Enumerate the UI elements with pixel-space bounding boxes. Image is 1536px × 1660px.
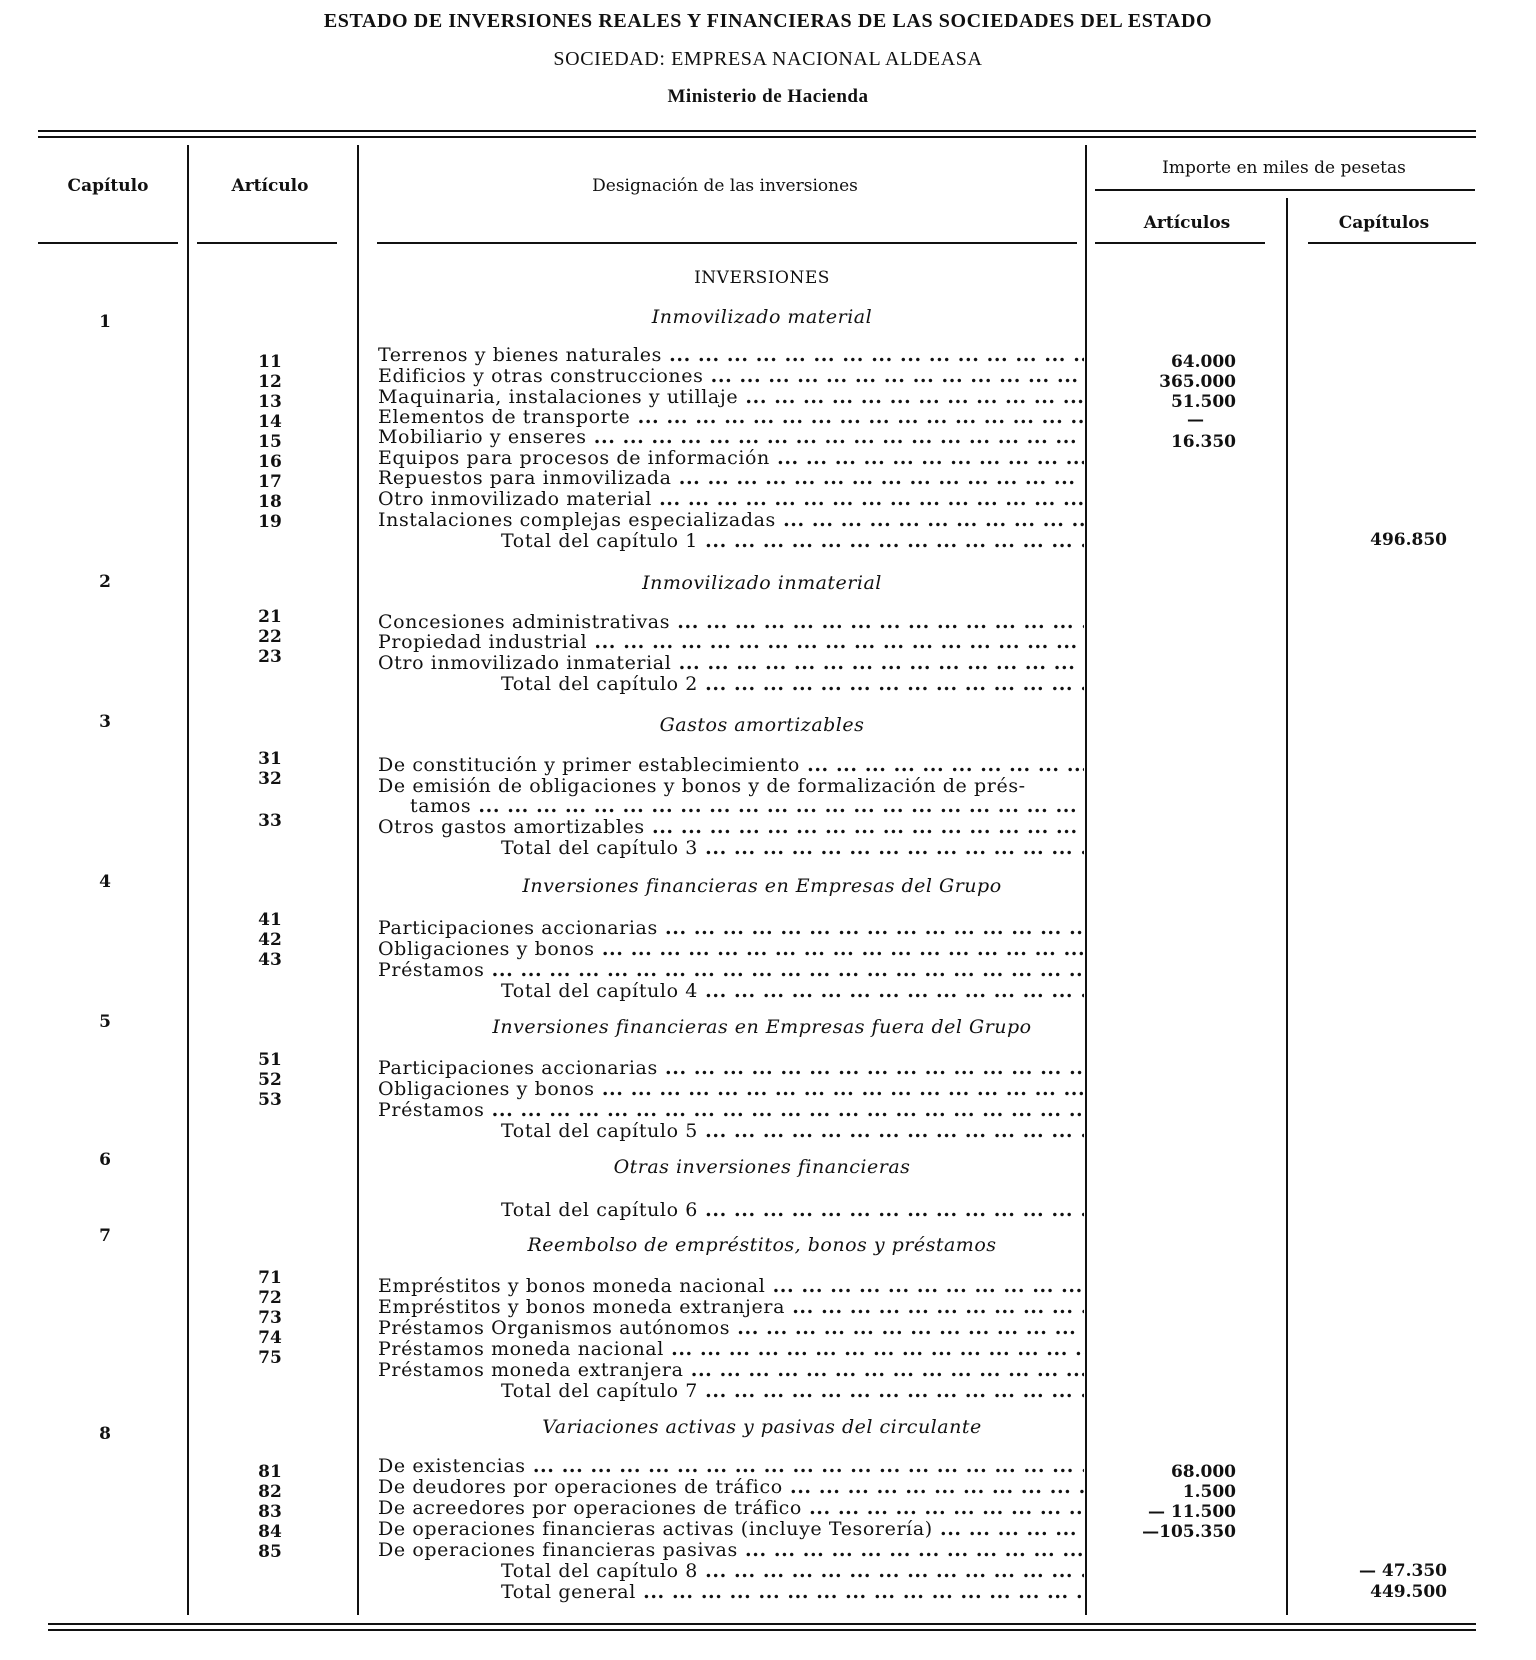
article-number: 21: [258, 607, 282, 627]
chapter-title: Variaciones activas y pasivas del circulante: [542, 1416, 982, 1438]
article-amount: 16.350: [1170, 432, 1236, 452]
chapter-number: 6: [99, 1150, 111, 1170]
article-label: Préstamos moneda nacional ... .: [378, 1339, 1084, 1360]
article-number: 85: [258, 1542, 282, 1562]
article-number: 15: [258, 432, 282, 452]
ministry-line: Ministerio de Hacienda: [667, 86, 869, 107]
article-label: Préstamos moneda extranjera ... .: [378, 1360, 1084, 1381]
chapter-total-amount: 496.850: [1370, 530, 1447, 550]
chapter-total-label: Total del capítulo 1 ... .: [501, 531, 1084, 552]
article-label: Repuestos para inmovilizada ... .: [378, 468, 1084, 489]
article-label: Préstamos ... .: [378, 960, 1084, 981]
chapter-number: 2: [99, 572, 111, 592]
article-label: Empréstitos y bonos moneda extranjera ... .: [378, 1297, 1084, 1318]
article-number: 74: [258, 1328, 282, 1348]
divider-art-cap-amt: [1286, 198, 1288, 1615]
bottom-rule-2: [48, 1629, 1476, 1631]
chapter-title: Inmovilizado material: [651, 306, 873, 328]
inversiones-heading: INVERSIONES: [694, 268, 830, 288]
importe-underline: [1095, 189, 1475, 191]
article-number: 52: [258, 1070, 282, 1090]
header-designacion: Designación de las inversiones: [592, 176, 858, 196]
article-number: 22: [258, 627, 282, 647]
article-number: 41: [258, 910, 282, 930]
article-number: 12: [258, 372, 282, 392]
article-number: 43: [258, 950, 282, 970]
article-amount: 365.000: [1159, 372, 1236, 392]
chapter-total-label: Total del capítulo 7 ... .: [501, 1381, 1084, 1402]
header-rule-capitulos: [1308, 242, 1476, 244]
top-rule: [38, 130, 1476, 132]
article-number: 72: [258, 1288, 282, 1308]
article-number: 42: [258, 930, 282, 950]
article-number: 33: [258, 811, 282, 831]
article-label: Participaciones accionarias ... .: [378, 918, 1084, 939]
article-label: Préstamos ... .: [378, 1100, 1084, 1121]
divider-art-desig: [357, 145, 359, 1615]
header-rule-cap: [38, 242, 178, 244]
chapter-title: Inversiones financieras en Empresas del Grupo: [522, 875, 1002, 897]
article-number: 71: [258, 1268, 282, 1288]
chapter-total-label: Total del capítulo 3 ... .: [501, 838, 1084, 859]
article-number: 13: [258, 392, 282, 412]
article-amount: —: [1187, 410, 1204, 430]
article-label: De constitución y primer establecimiento ... .: [378, 755, 1084, 776]
article-number: 23: [258, 647, 282, 667]
article-number: 51: [258, 1050, 282, 1070]
article-amount: 51.500: [1170, 392, 1236, 412]
grand-total-label: Total general ... .: [501, 1582, 1084, 1603]
article-label: Participaciones accionarias ... .: [378, 1058, 1084, 1079]
article-label: Mobiliario y enseres ... .: [378, 427, 1084, 448]
chapter-total-label: Total del capítulo 5 ... .: [501, 1121, 1084, 1142]
article-number: 75: [258, 1348, 282, 1368]
article-label: De emisión de obligaciones y bonos y de formalización de prés-: [378, 776, 1026, 797]
article-label: Concesiones administrativas ... .: [378, 612, 1084, 633]
chapter-number: 7: [99, 1226, 111, 1246]
chapter-title: Reembolso de empréstitos, bonos y préstamos: [527, 1234, 997, 1256]
header-rule-art: [197, 242, 337, 244]
chapter-number: 4: [99, 872, 111, 892]
article-label: De deudores por operaciones de tráfico ... .: [378, 1477, 1084, 1498]
article-amount: —105.350: [1142, 1522, 1236, 1542]
header-articulos: Artículos: [1143, 213, 1231, 233]
article-number: 11: [258, 352, 282, 372]
article-number: 82: [258, 1482, 282, 1502]
chapter-total-label: Total del capítulo 8 ... .: [501, 1561, 1084, 1582]
article-label: De acreedores por operaciones de tráfico ... .: [378, 1498, 1084, 1519]
chapter-title: Gastos amortizables: [659, 714, 865, 736]
article-label: Obligaciones y bonos ... .: [378, 1079, 1084, 1100]
chapter-number: 5: [99, 1012, 111, 1032]
chapter-title: Otras inversiones financieras: [613, 1156, 911, 1178]
article-number: 14: [258, 412, 282, 432]
company-line: SOCIEDAD: EMPRESA NACIONAL ALDEASA: [553, 48, 983, 70]
article-label: De existencias ... .: [378, 1456, 1084, 1477]
article-number: 31: [258, 749, 282, 769]
header-importe: Importe en miles de pesetas: [1162, 158, 1406, 178]
chapter-title: Inmovilizado inmaterial: [642, 572, 882, 594]
article-label: Elementos de transporte ... .: [378, 407, 1084, 428]
bottom-rule: [48, 1623, 1476, 1625]
article-label: Empréstitos y bonos moneda nacional ... .: [378, 1276, 1084, 1297]
chapter-total-amount: — 47.350: [1359, 1561, 1447, 1581]
article-amount: 1.500: [1182, 1482, 1236, 1502]
article-number: 84: [258, 1522, 282, 1542]
article-number: 19: [258, 512, 282, 532]
article-number: 18: [258, 492, 282, 512]
top-rule-2: [38, 136, 1476, 138]
article-label: Maquinaria, instalaciones y utillaje ... .: [378, 387, 1084, 408]
chapter-number: 1: [99, 312, 111, 332]
article-label: Otro inmovilizado material ... .: [378, 489, 1084, 510]
article-number: 17: [258, 472, 282, 492]
article-amount: — 11.500: [1148, 1502, 1236, 1522]
article-amount: 68.000: [1170, 1462, 1236, 1482]
article-number: 53: [258, 1090, 282, 1110]
article-label: Equipos para procesos de información ... .: [378, 448, 1084, 469]
article-label: Instalaciones complejas especializadas ... .: [378, 510, 1084, 531]
article-number: 73: [258, 1308, 282, 1328]
header-articulo: Artículo: [231, 176, 309, 196]
article-label: Edificios y otras construcciones ... .: [378, 366, 1084, 387]
article-label: De operaciones financieras activas (incluye Tesorería) ... .: [378, 1519, 1084, 1540]
grand-total-amount: 449.500: [1370, 1582, 1447, 1602]
chapter-number: 8: [99, 1424, 111, 1444]
article-label: Terrenos y bienes naturales ... .: [378, 345, 1084, 366]
article-amount: 64.000: [1170, 352, 1236, 372]
header-rule-articulos: [1095, 242, 1265, 244]
article-number: 83: [258, 1502, 282, 1522]
article-number: 16: [258, 452, 282, 472]
article-label: Otro inmovilizado inmaterial ... .: [378, 653, 1084, 674]
chapter-title: Inversiones financieras en Empresas fuera del Grupo: [492, 1016, 1032, 1038]
document-title: ESTADO DE INVERSIONES REALES Y FINANCIERAS DE LAS SOCIEDADES DEL ESTADO: [323, 10, 1213, 32]
article-label: De operaciones financieras pasivas ... .: [378, 1540, 1084, 1561]
divider-cap-art: [187, 145, 189, 1615]
article-label-continuation: tamos ... .: [410, 796, 1084, 817]
article-label: Otros gastos amortizables ... .: [378, 817, 1084, 838]
article-label: Préstamos Organismos autónomos ... .: [378, 1318, 1084, 1339]
article-number: 81: [258, 1462, 282, 1482]
chapter-number: 3: [99, 712, 111, 732]
chapter-total-label: Total del capítulo 2 ... .: [501, 674, 1084, 695]
header-rule-desig: [377, 242, 1077, 244]
chapter-total-label: Total del capítulo 6 ... .: [501, 1200, 1084, 1221]
article-label: Propiedad industrial ... .: [378, 632, 1084, 653]
header-capitulo: Capítulo: [67, 176, 149, 196]
article-label: Obligaciones y bonos ... .: [378, 939, 1084, 960]
chapter-total-label: Total del capítulo 4 ... .: [501, 981, 1084, 1002]
article-number: 32: [258, 769, 282, 789]
header-capitulos: Capítulos: [1338, 213, 1430, 233]
